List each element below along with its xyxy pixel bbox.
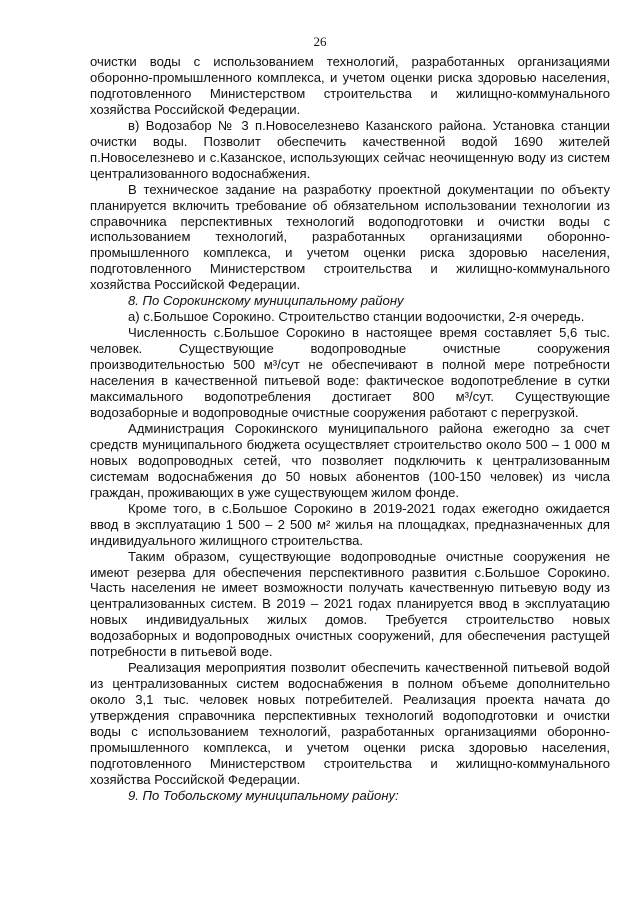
paragraph: Администрация Сорокинского муниципального района ежегодно за счет средств муниципального бюджета осуществляет строительство около 500 – 1 000 м новых водопроводных сетей, что позволяет подключить к централизованным системам водоснабжения до 50 новых абонентов (100-150 человек) из числа граждан, проживающих в уже существующем жилом фонде. [90, 420, 610, 500]
paragraph: Таким образом, существующие водопроводные очистные сооружения не имеют резерва для обеспечения перспективного развития с.Большое Сорокино. Часть населения не имеет возможности получать качественную питьевую воду из централизованных систем. В 2019 – 2021 годах планируется ввод в эксплуатацию новых индивидуальных жилых домов. Требуется строительство новых водозаборных и водопроводных очистных сооружений, для обеспечения растущей потребности в питьевой воде. [90, 548, 610, 660]
section-heading: 8. По Сорокинскому муниципальному району [128, 293, 404, 309]
page-number: 26 [313, 34, 327, 49]
paragraph: Реализация мероприятия позволит обеспечить качественной питьевой водой из централизованных систем водоснабжения в полном объеме дополнительно около 3,1 тыс. человек новых потребителей. Реализация проекта начата до утверждения справочника перспективных технологий водоподготовки и очистки воды с использованием технологий, разработанных организациями оборонно-промышленного комплекса, и учетом оценки риска здоровью населения, подготовленного Министерством строительства и жилищно-коммунального хозяйства Российской Федерации. [90, 660, 610, 787]
paragraph: Численность с.Большое Сорокино в настоящее время составляет 5,6 тыс. человек. Существующие водопроводные очистные сооружения производительностью 500 м³/сут не обеспечивают в полной мере потребности населения в качественной питьевой воде: фактическое водопотребление в сутки максимального водопотребления достигает 800 м³/сут. Существующие водозаборные и водопроводные очистные сооружения работают с перегрузкой. [90, 325, 610, 420]
paragraph: в) Водозабор № 3 п.Новоселезнево Казанского района. Установка станции очистки воды. Позволит обеспечить качественной водой 1690 жителей п.Новоселезнево и с.Казанское, использующих сейчас неочищенную воду из систем централизованного водоснабжения. [90, 117, 610, 181]
paragraph: очистки воды с использованием технологий, разработанных организациями оборонно-промышленного комплекса, и учетом оценки риска здоровью населения, подготовленного Министерством строительства и жилищно-коммунального хозяйства Российской Федерации. [90, 54, 610, 117]
document-body [90, 54, 610, 804]
paragraph: а) с.Большое Сорокино. Строительство станции водоочистки, 2-я очередь. [128, 309, 585, 325]
paragraph: Кроме того, в с.Большое Сорокино в 2019-2021 годах ежегодно ожидается ввод в эксплуатацию 1 500 – 2 500 м² жилья на площадках, предназначенных для индивидуального жилищного строительства. [90, 500, 610, 548]
paragraph: В техническое задание на разработку проектной документации по объекту планируется включить требование об обязательном использовании технологии из справочника перспективных технологий водоподготовки и очистки воды с использованием технологий, разработанных организациями оборонно-промышленного комплекса, и учетом оценки риска здоровью населения, подготовленного Министерством строительства и жилищно-коммунального хозяйства Российской Федерации. [90, 181, 610, 293]
section-heading: 9. По Тобольскому муниципальному району: [128, 787, 399, 803]
